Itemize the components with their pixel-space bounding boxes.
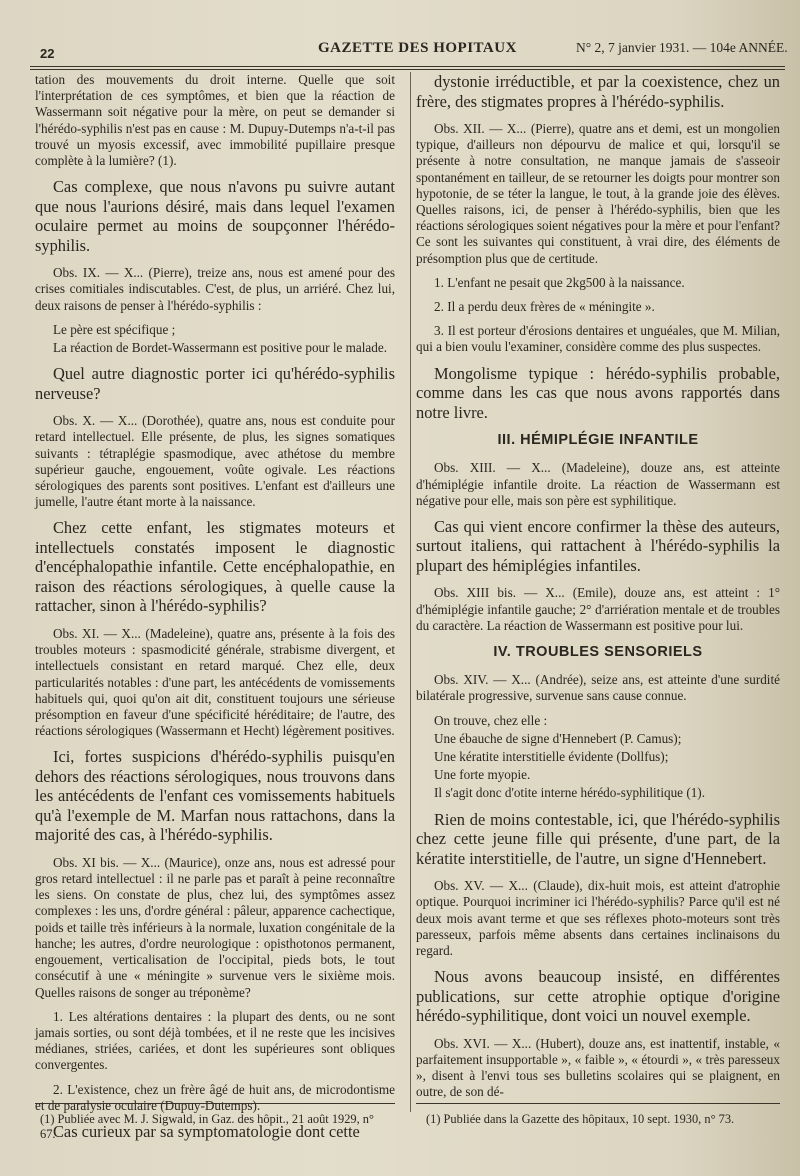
paragraph: Cas complexe, que nous n'avons pu suivre autant que nous l'aurions désiré, mais dans lequel l'examen oculaire permet au moins de soupçonner l'hérédo-syphilis. (35, 177, 395, 255)
paragraph: Une forte myopie. (434, 767, 531, 783)
paragraph: 1. L'enfant ne pesait que 2kg500 à la naissance. (434, 274, 685, 290)
paragraph: Une kératite interstitielle évidente (Dollfus); (434, 749, 669, 765)
paragraph: Quel autre diagnostic porter ici qu'hérédo-syphilis nerveuse? (35, 364, 395, 403)
paragraph: Le père est spécifique ; (53, 321, 176, 337)
paragraph: Obs. XII. — X... (Pierre), quatre ans et demi, est un mongolien typique, d'ailleurs non dépourvu de malice et qui, lorsqu'il se présente à notre consultation, ne manque jamais de s'asseoir spontanément en tailleur, de se retourner les doigts pour montrer son hypotonie, de se téter la langue, le tout, à la grande joie des élèves. Quelles raisons, ici, de penser à l'hérédo-syphilis, bien que les réactions sérologiques soient négatives pour la mère et pour l'enfant? Ce sont les suivantes qui constituent, à vrai dire, des éléments de présomption plus que de certitude. (416, 121, 780, 266)
running-header (28, 38, 788, 66)
paragraph: Ici, fortes suspicions d'hérédo-syphilis puisqu'en dehors des réactions sérologiques, nous trouvons dans les antécédents de l'enfant ces vomissements habituels qu'à l'exemple de M. Marfan nous rattachons, dans la majorité des cas, à l'hérédo-syphilis. (35, 747, 395, 845)
paragraph: Cas qui vient encore confirmer la thèse des auteurs, surtout italiens, qui rattachent à l'hérédo-syphilis la plupart des hémiplégies infantiles. (416, 516, 780, 575)
paragraph: 1. Les altérations dentaires : la plupart des dents, ou ne sont jamais sorties, ou sont déjà tombées, et il ne reste que les incisives médianes, striées, cariées, et dont les supérieures sont obliques convergentes. (35, 1008, 395, 1073)
paragraph: Obs. XI. — X... (Madeleine), quatre ans, présente à la fois des troubles moteurs : spasmodicité générale, strabisme divergent, et intellectuels consistant en retard marqué. Chez elle, deux particularités notables : d'une part, les antécédents de vomissements habituels qui, quoi qu'on ait dit, constituent toujours une sérieuse présomption en faveur d'une spécificité héréditaire; de l'autre, des réactions sérologiques (Wassermann et Hecht) légèrement positives. (35, 625, 395, 739)
right-column (416, 72, 780, 1109)
paragraph: Obs. X. — X... (Dorothée), quatre ans, nous est conduite pour retard intellectuel. Elle présente, de plus, les signes somatiques suivants : tétraplégie spasmodique, avec athétose du membre supérieur gauche, engouement, voûte ogivale. Les réactions sérologiques des parents sont positives. L'enfant est d'ailleurs une jumelle, l'autre étant morte à la naissance. (35, 413, 395, 510)
paragraph: dystonie irréductible, et par la coexistence, chez un frère, des stigmates propres à l'hérédo-syphilis. (416, 72, 780, 111)
paragraph: La réaction de Bordet-Wassermann est positive pour le malade. (53, 340, 388, 356)
paragraph: Obs. XVI. — X... (Hubert), douze ans, est inattentif, instable, « parfaitement insupportable », « faible », « étourdi », « très paresseux », disent à l'envi tous ses bulletins scolaires qui se plaignent, en outre, de son dé- (416, 1035, 780, 1100)
section-heading: III. HÉMIPLÉGIE INFANTILE (497, 432, 699, 449)
paragraph: Obs. XIII bis. — X... (Emile), douze ans, est atteint : 1° d'hémiplégie infantile gauche; 2° d'arriération mentale et de troubles du caractère. La réaction de Wassermann est positive pour lui. (416, 585, 780, 633)
issue-info: N° 2, 7 janvier 1931. — 104e ANNÉE. (576, 40, 788, 55)
footnote-right: (1) Publiée dans la Gazette des hôpitaux, 10 sept. 1930, n° 73. (426, 1112, 735, 1126)
paragraph: Chez cette enfant, les stigmates moteurs et intellectuels constatés imposent le diagnostic d'encéphalopathie infantile. Cette encéphalopathie, en raison des réactions sérologiques, à quelle cause la rattacher, sinon à l'hérédo-syphilis? (35, 518, 395, 616)
paragraph: Obs. XIII. — X... (Madeleine), douze ans, est atteinte d'hémiplégie infantile droite. La réaction de Wassermann est négative pour elle, mais son père est syphilitique. (416, 460, 780, 508)
paragraph: 3. Il est porteur d'érosions dentaires et unguéales, que M. Milian, qui a bien voulu l'examiner, considère comme des plus suspectes. (416, 323, 780, 355)
paragraph: Obs. XIV. — X... (Andrée), seize ans, est atteinte d'une surdité bilatérale progressive, survenue sans cause connue. (416, 672, 780, 704)
paragraph: Obs. IX. — X... (Pierre), treize ans, nous est amené pour des crises comitiales indiscutables. C'est, de plus, un arriéré. Chez lui, deux raisons de penser à l'hérédo-syphilis : (35, 265, 395, 313)
paragraph: Obs. XV. — X... (Claude), dix-huit mois, est atteint d'atrophie optique. Pourquoi incriminer ici l'hérédo-syphilis? Parce qu'il est né deux mois avant terme et que ses réflexes photo-moteurs sont très paresseux, parfois même absents dans certaines inclinaisons du regard. (416, 878, 780, 958)
paragraph: Obs. XI bis. — X... (Maurice), onze ans, nous est adressé pour gros retard intellectuel : il ne parle pas et paraît à peine reconnaître les siens. On constate de plus, chez lui, des symptômes assez complexes : les uns, d'ordre général : pâleur, apparence cachectique, poids et taille très inférieurs à la normale, luxation congénitale de la hanche; les autres, d'ordre neurologique : opisthotonos permanent, engouement, verticalisation de l'occipital, pieds bots, le tout consécutif à une « méningite » survenue vers le sixième mois. Quelles raisons de songer au tréponème? (35, 854, 395, 1000)
paragraph: Rien de moins contestable, ici, que l'hérédo-syphilis chez cette jeune fille qui présente, d'une part, de la kératite interstitielle, de l'autre, un signe d'Hennebert. (416, 809, 780, 868)
section-heading: IV. TROUBLES SENSORIELS (493, 644, 703, 661)
footnote-rule-right (416, 1103, 780, 1104)
left-column (35, 72, 395, 1151)
header-rule (30, 66, 785, 67)
paragraph: Nous avons beaucoup insisté, en différentes publications, sur cette atrophie optique d'origine hérédo-syphilitique, dont voici un nouvel exemple. (416, 967, 780, 1026)
journal-title: GAZETTE DES HOPITAUX (318, 40, 517, 56)
footnote-left: (1) Publiée avec M. J. Sigwald, in Gaz. des hôpit., 21 août 1929, n° 67. (40, 1112, 374, 1141)
footnote-rule-left (35, 1103, 395, 1104)
paragraph: 2. Il a perdu deux frères de « méningite ». (434, 299, 655, 315)
paragraph: On trouve, chez elle : (434, 712, 548, 728)
paragraph: Il s'agit donc d'otite interne hérédo-syphilitique (1). (434, 785, 705, 801)
paragraph: tation des mouvements du droit interne. Quelle que soit l'interprétation de ces symptômes, et bien que la réaction de Wassermann soit négative pour la mère, on peut se demander si l'hérédo-syphilis n'est pas en cause : M. Dupuy-Dutemps n'a-t-il pas trouvé un myosis excessif, avec immobilité pupillaire presque complète à la lumière? (1). (35, 72, 395, 169)
column-divider (410, 72, 411, 1112)
paragraph: Mongolisme typique : hérédo-syphilis probable, comme dans les cas que nous avons rapportés dans notre livre. (416, 363, 780, 422)
header-rule-thin (30, 69, 785, 70)
page-number: 22 (40, 46, 55, 61)
paragraph: 2. L'existence, chez un frère âgé de huit ans, de microdontisme et de paralysie oculaire (Dupuy-Dutemps). (35, 1081, 395, 1113)
paragraph: Une ébauche de signe d'Hennebert (P. Camus); (434, 730, 682, 746)
paragraph: Cas curieux par sa symptomatologie dont cette (53, 1121, 360, 1141)
